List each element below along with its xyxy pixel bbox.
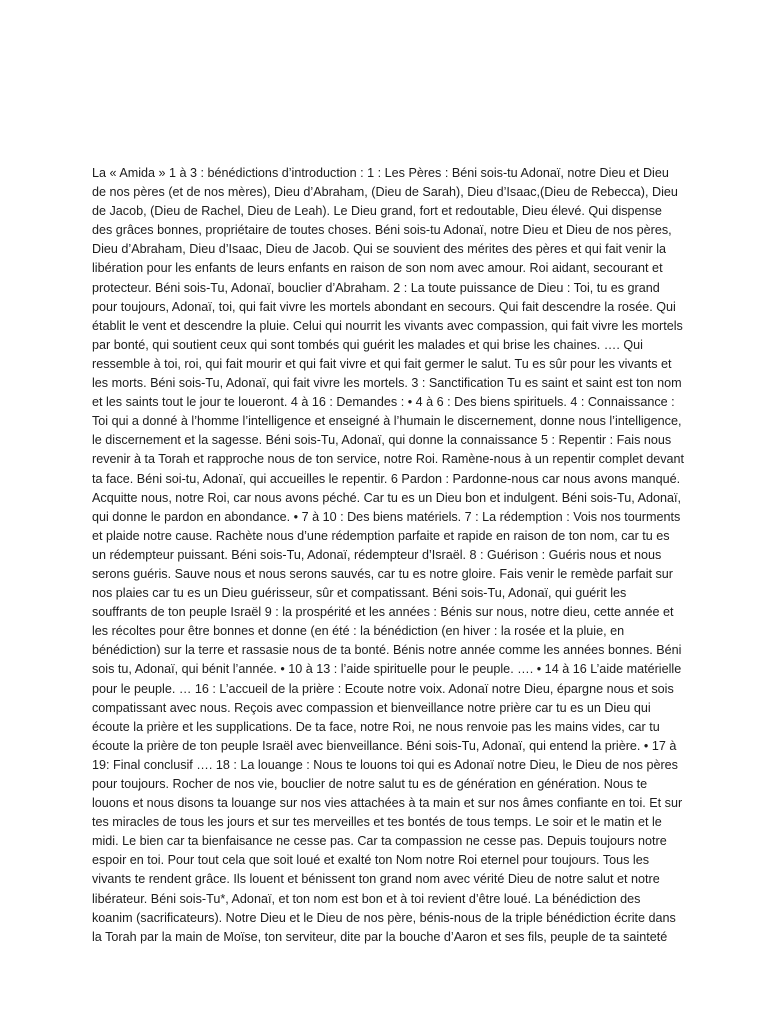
document-body-text: La « Amida » 1 à 3 : bénédictions d’introduction : 1 : Les Pères : Béni sois-tu Adonaï, notre Dieu et Dieu de nos pères (et de nos mères), Dieu d’Abraham, (Dieu de Sarah), Dieu d’Isaac,(Dieu de Rebecca), Dieu de Jacob, (Dieu de Rachel, Dieu de Leah). Le Dieu grand, fort et redoutable, Dieu élevé. Qui dispense des grâces bonnes, propriétaire de toutes choses. Béni sois-tu Adonaï, notre Dieu et Dieu de nos pères, Dieu d’Abraham, Dieu d’Isaac, Dieu de Jacob. Qui se souvient des mérites des pères et qui fait venir la libération pour les enfants de leurs enfants en raison de son nom avec amour. Roi aidant, secourant et protecteur. Béni sois-Tu, Adonaï, bouclier d’Abraham. 2 : La toute puissance de Dieu : Toi, tu es grand pour toujours, Adonaï, toi, qui fait vivre les mortels abondant en secours. Qui fait descendre la rosée. Qui établit le vent et descendre la pluie. Celui qui nourrit les vivants avec compassion, qui fait vivre les mortels par bonté, qui soutient ceux qui sont tombés qui guérit les malades et qui brise les chaines. …. Qui ressemble à toi, roi, qui fait mourir et qui fait vivre et qui fait germer le salut. Tu es sûr pour les vivants et les morts. Béni sois-Tu, Adonaï, qui fait vivre les mortels. 3 : Sanctification Tu es saint et saint est ton nom et les saints tout le jour te loueront. 4 à 16 : Demandes : • 4 à 6 : Des biens spirituels. 4 : Connaissance : Toi qui a donné à l’homme l’intelligence et enseigné à l’humain le discernement, donne nous l’intelligence, le discernement et la sagesse. Béni sois-Tu, Adonaï, qui donne la connaissance 5 : Repentir : Fais nous revenir à ta Torah et rapproche nous de ton service, notre Roi. Ramène-nous à un repentir complet devant ta face. Béni soi-tu, Adonaï, qui accueilles le repentir. 6 Pardon : Pardonne-nous car nous avons manqué. Acquitte nous, notre Roi, car nous avons péché. Car tu es un Dieu bon et indulgent. Béni sois-Tu, Adonaï, qui donne le pardon en abondance. • 7 à 10 : Des biens matériels. 7 : La rédemption : Vois nos tourments et plaide notre cause. Rachète nous d’une rédemption parfaite et rapide en raison de ton nom, car tu es un rédempteur puissant. Béni sois-Tu, Adonaï, rédempteur d’Israël. 8 : Guérison : Guéris nous et nous serons guéris. Sauve nous et nous serons sauvés, car tu es notre gloire. Fais venir le remède parfait sur nos plaies car tu es un Dieu guérisseur, sûr et compatissant. Béni sois-Tu, Adonaï, qui guérit les souffrants de ton peuple Israël 9 : la prospérité et les années : Bénis sur nous, notre dieu, cette année et les récoltes pour être bonnes et donne (en été : la bénédiction (en hiver : la rosée et la pluie, en bénédiction) sur la terre et rassasie nous de ta bonté. Bénis notre année comme les années bonnes. Béni sois tu, Adonaï, qui bénit l’année. • 10 à 13 : l’aide spirituelle pour le peuple. …. • 14 à 16 L’aide matérielle pour le peuple. … 16 : L’accueil de la prière : Ecoute notre voix. Adonaï notre Dieu, épargne nous et sois compatissant avec nous. Reçois avec compassion et bienveillance notre prière car tu es un Dieu qui écoute la prière et les supplications. De ta face, notre Roi, ne nous renvoie pas les mains vides, car tu écoute la prière de ton peuple Israël avec bienveillance. Béni sois-Tu, Adonaï, qui entend la prière. • 17 à 19: Final conclusif …. 18 : La louange : Nous te louons toi qui es Adonaï notre Dieu, le Dieu de nos pères pour toujours. Rocher de nos vie, bouclier de notre salut tu es de génération en génération. Nous te louons et nous disons ta louange sur nos vies attachées à ta main et sur nos âmes confiante en toi. Et sur tes miracles de tous les jours et sur tes merveilles et tes bontés de tous temps. Le soir et le matin et le midi. Le bien car ta bienfaisance ne cesse pas. Car ta compassion ne cesse pas. Depuis toujours notre espoir en toi. Pour tout cela que soit loué et exalté ton Nom notre Roi eternel pour toujours. Tous les vivants te rendent grâce. Ils louent et bénissent ton grand nom avec vérité Dieu de notre salut et notre libérateur. Béni sois-Tu*, Adonaï, et ton nom est bon et à toi revient d’être loué. La bénédiction des koanim (sacrificateurs). Notre Dieu et le Dieu de nos père, bénis-nous de la triple bénédiction écrite dans la Torah par la main de Moïse, ton serviteur, dite par la bouche d’Aaron et ses fils, peuple de ta sainteté	[92, 166, 685, 944]
